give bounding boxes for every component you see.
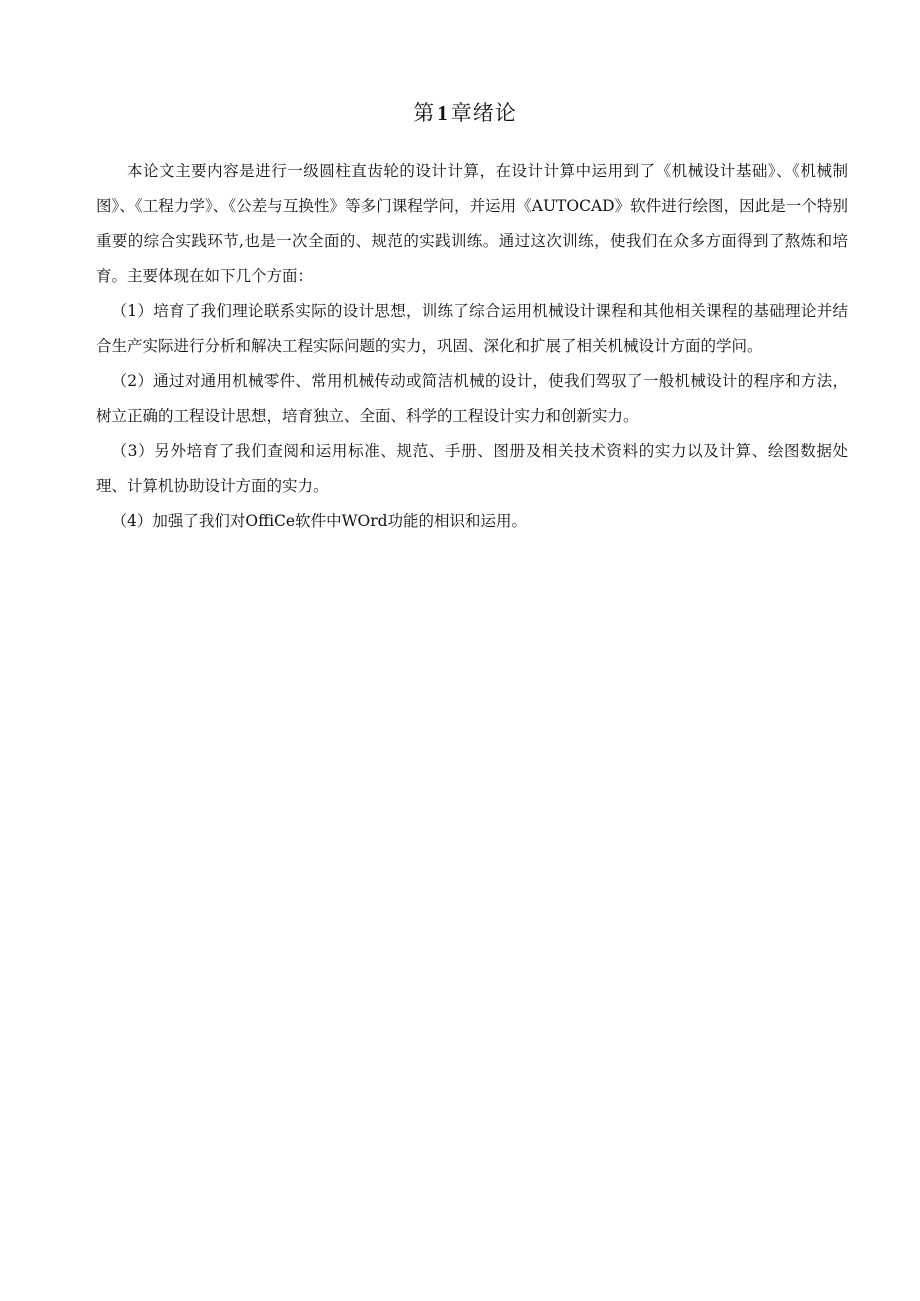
chapter-title: [0, 97, 920, 129]
list-item-2: （2）通过对通用机械零件、常用机械传动或简洁机械的设计，使我们驾驭了一般机械设计的程序和方法，树立正确的工程设计思想，培育独立、全面、科学的工程设计实力和创新实力。: [96, 372, 848, 425]
list-item-3: （3）另外培育了我们查阅和运用标准、规范、手册、图册及相关技术资料的实力以及计算、绘图数据处理、计算机协助设计方面的实力。: [96, 442, 848, 495]
intro-paragraph: 本论文主要内容是进行一级圆柱直齿轮的设计计算，在设计计算中运用到了《机械设计基础》、《机械制图》、《工程力学》、《公差与互换性》等多门课程学问，并运用《AUTOCAD》软件进行绘图，因此是一个特别重要的综合实践环节,也是一次全面的、规范的实践训练。通过这次训练，使我们在众多方面得到了熬炼和培育。主要体现在如下几个方面：: [96, 162, 848, 285]
chapter-number: 1: [437, 101, 449, 125]
list-item-1: （1）培育了我们理论联系实际的设计思想，训练了综合运用机械设计课程和其他相关课程的基础理论并结合生产实际进行分析和解决工程实际问题的实力，巩固、深化和扩展了相关机械设计方面的学问。: [96, 302, 848, 355]
list-item-4: （4）加强了我们对OffiCe软件中WOrd功能的相识和运用。: [111, 512, 528, 530]
chapter-prefix: 第: [413, 101, 436, 125]
chapter-name: 章绪论: [450, 101, 517, 125]
chapter-body: [96, 154, 848, 539]
